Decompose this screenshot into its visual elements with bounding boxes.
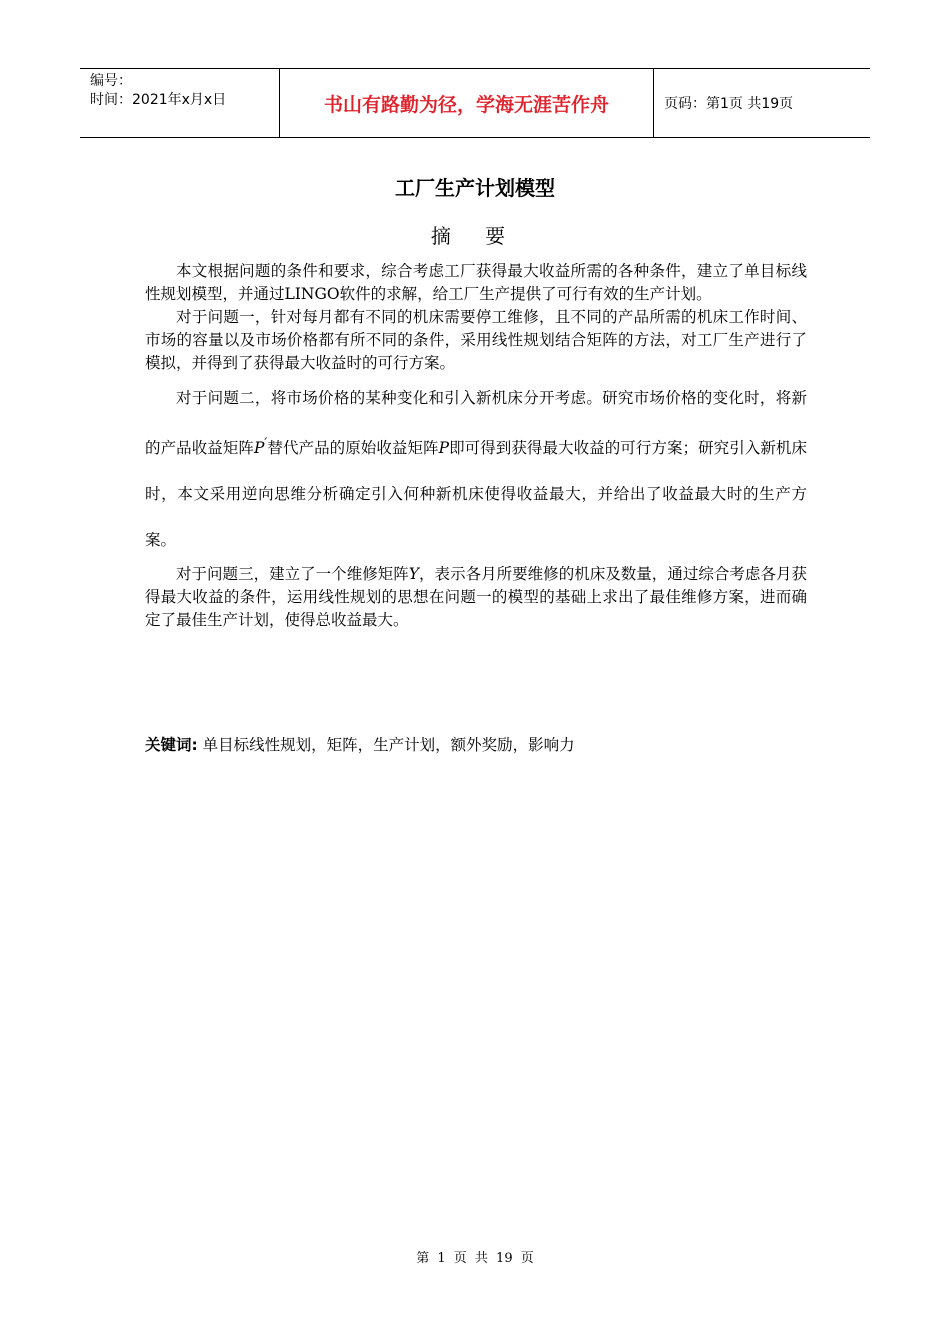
abstract-paragraph-2: 对于问题一，针对每月都有不同的机床需要停工维修，且不同的产品所需的机床工作时间、市场的容量以及市场价格都有所不同的条件，采用线性规划结合矩阵的方法，对工厂生产进行了模拟，并得到了获得最大收益时的可行方案。 bbox=[145, 308, 807, 372]
abstract-paragraph-4 bbox=[145, 563, 807, 632]
paragraph-4-text-b: ，表示各月所要维修的机床及数量，通过综合考虑各月获得最大收益的条件，运用线性规划的思想在问题一的模型的基础上求出了最佳维修方案，进而确定了最佳生产计划，使得总收益最大。 bbox=[145, 565, 807, 630]
paragraph-4-text-a: 对于问题三，建立了一个维修矩阵 bbox=[176, 565, 409, 584]
paragraph-3-text-a: 对于问题二，将市场价格的某种变化和引入新机床分开考虑。研究市场价格的变化时，将新的产品收益矩阵 bbox=[145, 389, 807, 458]
header-page-info: 页码：第1页 共19页 bbox=[664, 96, 794, 112]
header-page-cell bbox=[654, 69, 870, 137]
page-footer: 第 1 页 共 19 页 bbox=[416, 1251, 534, 1266]
symbol-p-prime: P′ bbox=[253, 436, 268, 458]
abstract-heading: 摘 要 bbox=[430, 224, 520, 248]
paragraph-3-text-b: 替代产品的原始收益矩阵 bbox=[267, 439, 439, 458]
header-motto: 书山有路勤为径，学海无涯苦作舟 bbox=[323, 93, 609, 116]
keywords-label: 关键词: bbox=[145, 736, 198, 754]
header-meta-cell bbox=[80, 69, 280, 137]
header-motto-cell bbox=[280, 69, 654, 137]
document-date: 时间：2021年x月x日 bbox=[90, 92, 227, 108]
symbol-y: Y bbox=[408, 565, 420, 584]
document-number: 编号： bbox=[90, 73, 132, 89]
document-title: 工厂生产计划模型 bbox=[395, 176, 555, 200]
abstract-body bbox=[145, 260, 807, 632]
keywords-line bbox=[145, 733, 575, 755]
paragraph-3-text-c: 即可得到获得最大收益的可行方案；研究引入新机床时，本文采用逆向思维分析确定引入何种新机床使得收益最大，并给出了收益最大时的生产方案。 bbox=[145, 439, 807, 550]
abstract-paragraph-3 bbox=[145, 375, 807, 563]
page-header bbox=[80, 68, 870, 138]
abstract-paragraph-1: 本文根据问题的条件和要求，综合考虑工厂获得最大收益所需的各种条件，建立了单目标线性规划模型，并通过LINGO软件的求解，给工厂生产提供了可行有效的生产计划。 bbox=[145, 262, 807, 303]
symbol-p: P bbox=[438, 439, 450, 458]
keywords-list: 单目标线性规划，矩阵，生产计划，额外奖励，影响力 bbox=[197, 736, 575, 754]
